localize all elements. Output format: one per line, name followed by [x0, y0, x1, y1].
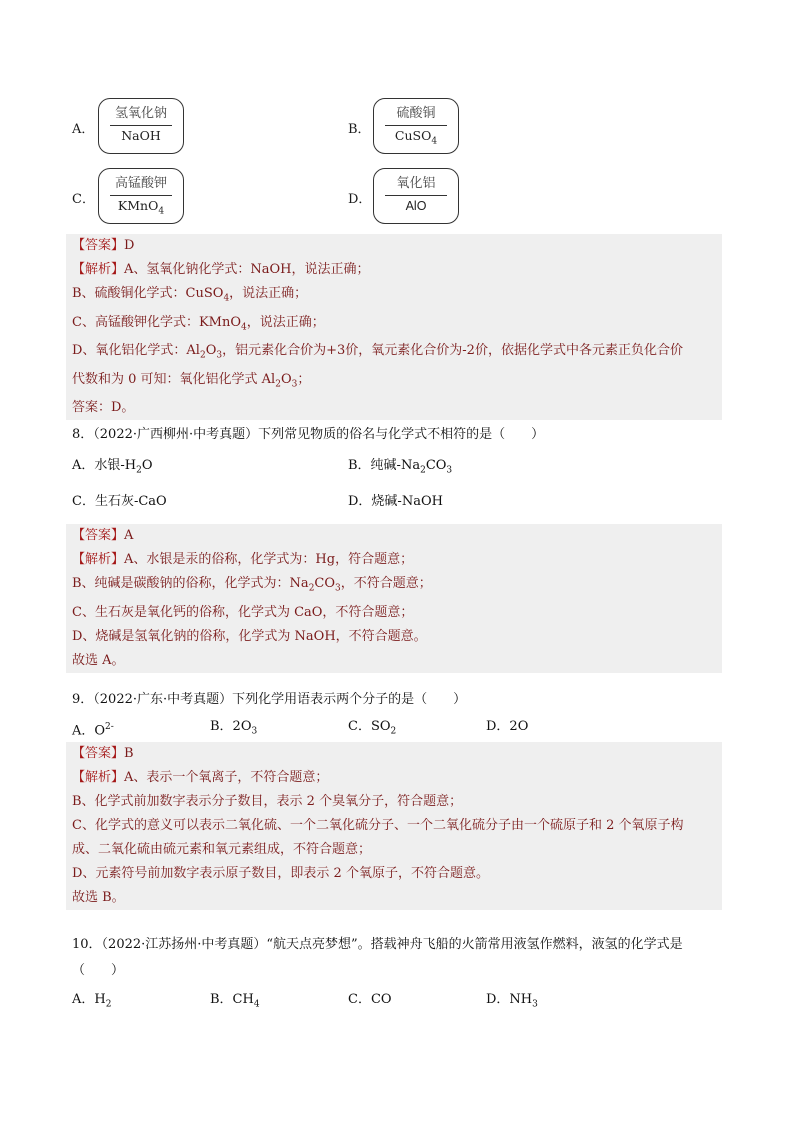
q9-analysis-line-2: B、化学式前加数字表示分子数目，表示 2 个臭氧分子，符合题意；: [72, 794, 463, 809]
q7-analysis-line-3: C、高锰酸钾化学式：KMnO$_4$，说法正确；: [72, 314, 325, 333]
q9-conclusion: 故选 B。: [72, 890, 125, 905]
q9-stem: 9．（2022·广东·中考真题）下列化学用语表示两个分子的是（ ）: [72, 692, 467, 707]
option-b-name: 硫酸铜: [396, 106, 436, 121]
option-d-letter: D．: [348, 192, 372, 207]
option-c-divider: [110, 195, 172, 196]
q10-option-a: A．$H_2$: [72, 992, 112, 1010]
q8-stem: 8．（2022·广西柳州·中考真题）下列常见物质的俗名与化学式不相符的是（ ）: [72, 427, 545, 442]
option-c-card: [98, 168, 184, 224]
q10-stem-line-2: （ ）: [72, 963, 125, 978]
q9-analysis-line-5: D、元素符号前加数字表示原子数目，即表示 2 个氧原子，不符合题意。: [72, 866, 489, 881]
option-b-card: [373, 98, 459, 154]
q7-conclusion: 答案：D。: [72, 400, 135, 416]
q7-analysis-line-4: D、氧化铝化学式：$Al_2O_3$，铝元素化合价为+3价，氧元素化合价为-2价，依据化学式中各元素正负化合价: [72, 343, 683, 361]
q7-analysis-line-1: 【解析】A、氢氧化钠化学式：NaOH，说法正确；: [72, 262, 370, 277]
option-b-divider: [385, 125, 447, 126]
q8-answer: 【答案】A: [72, 528, 134, 543]
option-c-letter: C．: [72, 192, 95, 207]
q9-answer: 【答案】B: [72, 746, 134, 761]
q9-option-b: B．$2O_3$: [210, 719, 258, 737]
option-d-formula: AlO: [405, 199, 427, 213]
q9-answer-block: [66, 742, 722, 910]
option-c-formula: KMnO$_4$: [117, 198, 165, 217]
q9-analysis-line-3: C、化学式的意义可以表示二氧化硫、一个二氧化硫分子、一个二氧化硫分子由一个硫原子和 2 个氧原子构: [72, 818, 684, 833]
q7-answer-block: [66, 234, 722, 420]
q7-analysis-line-5: 代数和为 0 可知：氧化铝化学式 $Al_2O_3$；: [72, 371, 311, 390]
q8-analysis-line-1: 【解析】A、水银是汞的俗称，化学式为：Hg，符合题意；: [72, 552, 414, 567]
option-a-letter: A．: [72, 122, 95, 137]
q9-option-d: D．2O: [486, 719, 529, 734]
q10-stem-line-1: 10．（2022·江苏扬州·中考真题）“航天点亮梦想”。搭载神舟飞船的火箭常用液氢作燃料，液氢的化学式是: [72, 937, 683, 952]
q8-option-a: A．水银$-H_2O$: [72, 458, 153, 476]
q8-answer-block: [66, 524, 722, 673]
option-d-name: 氧化铝: [396, 176, 436, 191]
option-a-card: [98, 98, 184, 154]
option-a-formula: NaOH: [121, 128, 161, 143]
option-a-name: 氢氧化钠: [114, 106, 167, 121]
q8-analysis-line-2: B、纯碱是碳酸钠的俗称，化学式为：$Na_2CO_3$，不符合题意；: [72, 576, 432, 594]
option-b-formula: CuSO$_4$: [394, 128, 438, 147]
q8-option-c: C．生石灰-CaO: [72, 494, 167, 509]
option-c-name: 高锰酸钾: [114, 176, 167, 191]
q9-option-a: A．$O^{2-}$: [72, 722, 114, 739]
option-d-divider: [385, 195, 447, 196]
q8-analysis-line-3: C、生石灰是氧化钙的俗称，化学式为 CaO，不符合题意；: [72, 604, 414, 620]
q8-conclusion: 故选 A。: [72, 652, 125, 668]
q10-option-d: D．$NH_3$: [486, 992, 538, 1010]
option-b-letter: B．: [348, 122, 371, 137]
option-a-divider: [110, 125, 172, 126]
q9-option-c: C．$SO_2$: [348, 719, 397, 737]
q10-option-b: B．$CH_4$: [210, 992, 260, 1010]
q8-analysis-line-4: D、烧碱是氢氧化钠的俗称，化学式为 NaOH，不符合题意。: [72, 628, 427, 644]
q8-option-b: B．纯碱$-Na_2CO_3$: [348, 458, 453, 476]
q10-option-c: C．CO: [348, 992, 392, 1007]
q9-analysis-line-4: 成、二氧化硫由硫元素和氧元素组成，不符合题意；: [72, 842, 372, 857]
q7-answer: 【答案】D: [72, 238, 135, 253]
option-d-card: [373, 168, 459, 224]
q9-analysis-line-1: 【解析】A、表示一个氧离子，不符合题意；: [72, 770, 329, 785]
q7-analysis-line-2: B、硫酸铜化学式：CuSO$_4$，说法正确；: [72, 286, 308, 304]
q8-option-d: D．烧碱-NaOH: [348, 494, 443, 509]
